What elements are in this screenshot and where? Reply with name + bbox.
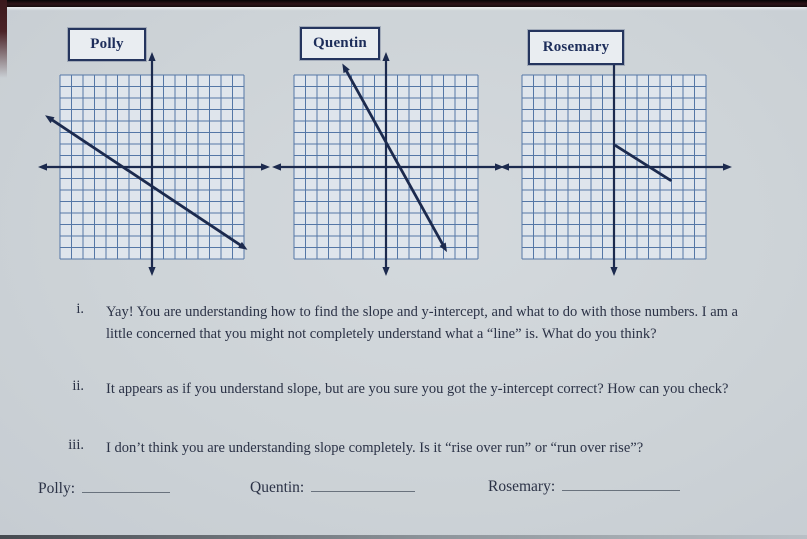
photo-bottom-edge — [0, 535, 807, 539]
graph-panel-polly — [34, 0, 274, 286]
arrowhead — [148, 52, 155, 61]
answer-label-quentin: Quentin: — [250, 479, 305, 496]
arrowhead — [382, 267, 389, 276]
question-item-ii — [58, 378, 766, 400]
question-numeral-i: i. — [76, 301, 84, 317]
question-text-i: Yay! You are understanding how to find the slope and y-intercept, and what to do with those numbers. I am a little concerned that you might not completely understand what a “line” is. What do you think? — [106, 304, 738, 342]
graph-label-box-polly — [68, 28, 146, 61]
arrowhead — [610, 267, 617, 276]
question-numeral-iii: iii. — [68, 437, 84, 453]
arrowhead — [38, 163, 47, 170]
answer-polly — [38, 479, 170, 498]
graph-panel-quentin — [268, 0, 508, 286]
answer-label-rosemary: Rosemary: — [488, 478, 556, 495]
question-item-i — [58, 301, 766, 345]
question-numeral-ii: ii. — [72, 378, 84, 394]
question-item-iii — [58, 437, 766, 459]
graph-label-polly: Polly — [90, 36, 124, 52]
graph-label-rosemary: Rosemary — [542, 39, 610, 55]
answer-quentin — [250, 478, 415, 497]
arrowhead — [382, 52, 389, 61]
graph-panel-rosemary — [496, 0, 736, 286]
answer-rosemary — [488, 477, 680, 496]
answer-blank-quentin — [311, 478, 415, 492]
graph-label-box-quentin — [300, 27, 380, 60]
arrowhead — [500, 163, 509, 170]
question-text-ii: It appears as if you understand slope, but are you sure you got the y-intercept correct? How can you check? — [106, 381, 729, 397]
graph-label-box-rosemary — [528, 30, 624, 65]
coordinate-grid-quentin — [268, 46, 508, 280]
photo-left-edge — [0, 0, 7, 78]
arrowhead — [723, 163, 732, 170]
coordinate-grid-rosemary — [496, 46, 736, 280]
graph-label-quentin: Quentin — [313, 35, 367, 51]
answer-blank-rosemary — [562, 477, 680, 491]
arrowhead — [148, 267, 155, 276]
coordinate-grid-polly — [34, 46, 274, 280]
answer-label-polly: Polly: — [38, 480, 76, 497]
answer-blank-polly — [82, 479, 170, 493]
arrowhead — [342, 64, 350, 74]
question-text-iii: I don’t think you are understanding slope completely. Is it “rise over run” or “run over rise”? — [106, 440, 644, 456]
arrowhead — [272, 163, 281, 170]
